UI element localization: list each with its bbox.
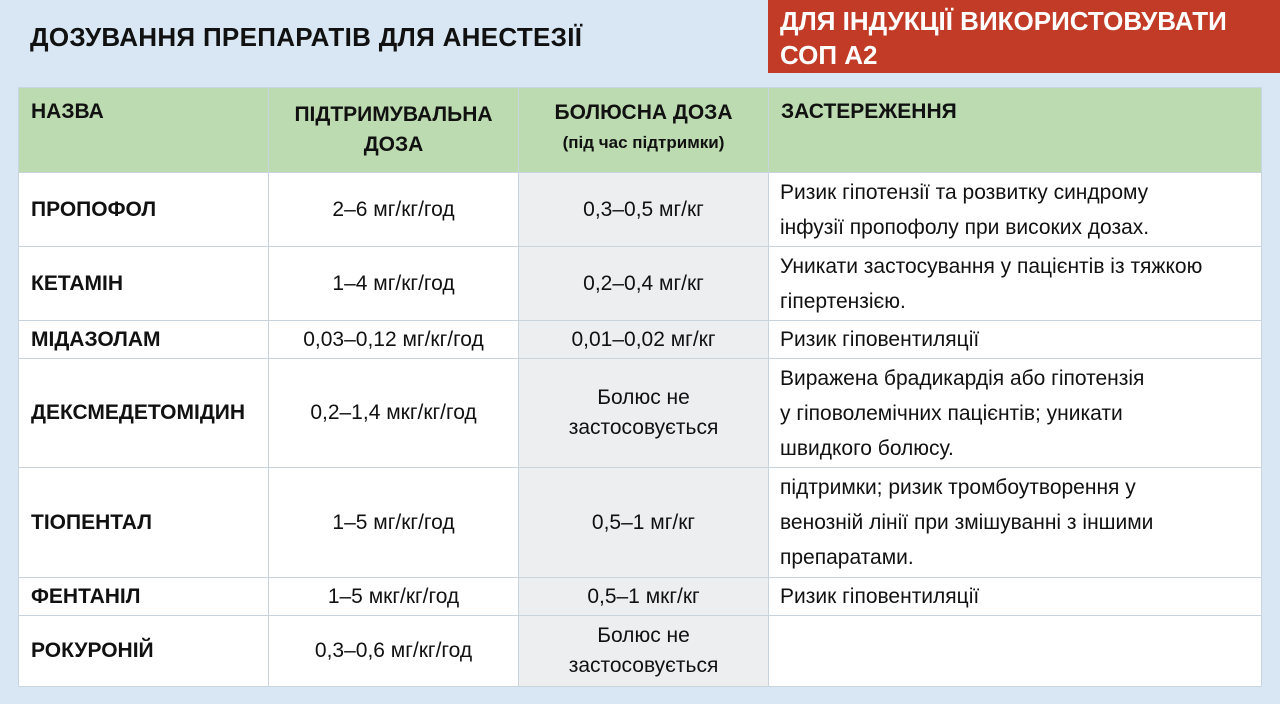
- bolus-line-1: 0,01–0,02 мг/кг: [571, 327, 716, 351]
- table-row: [19, 321, 1262, 359]
- drug-name: РОКУРОНІЙ: [19, 616, 269, 687]
- maintenance-dose: 1–4 мг/кг/год: [269, 247, 519, 321]
- warning-line-2: у гіповолемічних пацієнтів; уникати: [780, 401, 1123, 425]
- warning: [769, 247, 1262, 321]
- warning-line-1: Ризик гіпотензії та розвитку синдрому: [780, 180, 1149, 204]
- header-bolus-title: БОЛЮСНА ДОЗА: [554, 101, 733, 124]
- banner-line-2: СОП А2: [780, 40, 878, 70]
- bolus-dose: [519, 321, 769, 359]
- maintenance-dose: 1–5 мг/кг/год: [269, 468, 519, 578]
- bolus-line-2: застосовується: [568, 654, 719, 677]
- table-header-row: [19, 88, 1262, 173]
- maintenance-dose: 0,2–1,4 мкг/кг/год: [269, 359, 519, 468]
- warning-line-3: швидкого болюсу.: [780, 436, 954, 460]
- dosage-table-container: [18, 87, 1261, 677]
- maintenance-dose: 1–5 мкг/кг/год: [269, 578, 519, 616]
- header-bolus-subtitle: (під час підтримки): [562, 133, 725, 152]
- header-warnings: ЗАСТЕРЕЖЕННЯ: [769, 88, 1262, 173]
- warning-line-2: інфузії пропофолу при високих дозах.: [780, 215, 1150, 239]
- dosage-table: [18, 87, 1262, 687]
- maintenance-dose: 0,03–0,12 мг/кг/год: [269, 321, 519, 359]
- warning: [769, 468, 1262, 578]
- bolus-line-1: 0,3–0,5 мг/кг: [583, 197, 704, 221]
- drug-name: ДЕКСМЕДЕТОМІДИН: [19, 359, 269, 468]
- warning: [769, 578, 1262, 616]
- bolus-dose: [519, 173, 769, 247]
- drug-name: ТІОПЕНТАЛ: [19, 468, 269, 578]
- header-maintenance: [269, 88, 519, 173]
- table-row: [19, 616, 1262, 687]
- warning: [769, 359, 1262, 468]
- table-row: [19, 468, 1262, 578]
- maintenance-dose: 2–6 мг/кг/год: [269, 173, 519, 247]
- warning-line-2: венозній лінії при змішуванні з іншими: [780, 511, 1154, 534]
- drug-name: КЕТАМІН: [19, 247, 269, 321]
- bolus-dose: [519, 616, 769, 687]
- warning-line-3: препаратами.: [780, 546, 914, 569]
- drug-name: ФЕНТАНІЛ: [19, 578, 269, 616]
- header-maintenance-line-2: ДОЗА: [363, 133, 424, 156]
- table-row: [19, 578, 1262, 616]
- bolus-line-1: 0,5–1 мг/кг: [591, 510, 696, 534]
- bolus-line-1: Болюс не: [597, 386, 690, 409]
- banner-line-1: ДЛЯ ІНДУКЦІЇ ВИКОРИСТОВУВАТИ: [780, 6, 1227, 36]
- maintenance-dose: 0,3–0,6 мг/кг/год: [269, 616, 519, 687]
- table-row: [19, 173, 1262, 247]
- warning: [769, 616, 1262, 687]
- warning-line-1: Виражена брадикардія або гіпотензія: [780, 366, 1145, 390]
- drug-name: ПРОПОФОЛ: [19, 173, 269, 247]
- bolus-dose: [519, 359, 769, 468]
- bolus-line-1: 0,2–0,4 мг/кг: [583, 271, 704, 295]
- warning: [769, 173, 1262, 247]
- table-row: [19, 247, 1262, 321]
- warning-line-1: підтримки; ризик тромбоутворення у: [780, 476, 1136, 499]
- page-title: ДОЗУВАННЯ ПРЕПАРАТІВ ДЛЯ АНЕСТЕЗІЇ: [30, 22, 583, 52]
- bolus-dose: [519, 468, 769, 578]
- bolus-line-2: застосовується: [568, 416, 719, 439]
- bolus-dose: [519, 578, 769, 616]
- bolus-line-1: 0,5–1 мкг/кг: [587, 584, 700, 608]
- warning: [769, 321, 1262, 359]
- table-row: [19, 359, 1262, 468]
- header-bolus: [519, 88, 769, 173]
- warning-line-1: Уникати застосування у пацієнтів із тяжкою: [780, 254, 1203, 278]
- drug-name: МІДАЗОЛАМ: [19, 321, 269, 359]
- warning-line-2: гіпертензією.: [780, 289, 906, 313]
- bolus-dose: [519, 247, 769, 321]
- header-maintenance-line-1: ПІДТРИМУВАЛЬНА: [294, 103, 493, 126]
- induction-banner: [768, 0, 1280, 73]
- warning-line-1: Ризик гіповентиляції: [780, 585, 980, 608]
- warning-line-1: Ризик гіповентиляції: [780, 328, 980, 351]
- header-name: НАЗВА: [19, 88, 269, 173]
- bolus-line-1: Болюс не: [597, 624, 690, 647]
